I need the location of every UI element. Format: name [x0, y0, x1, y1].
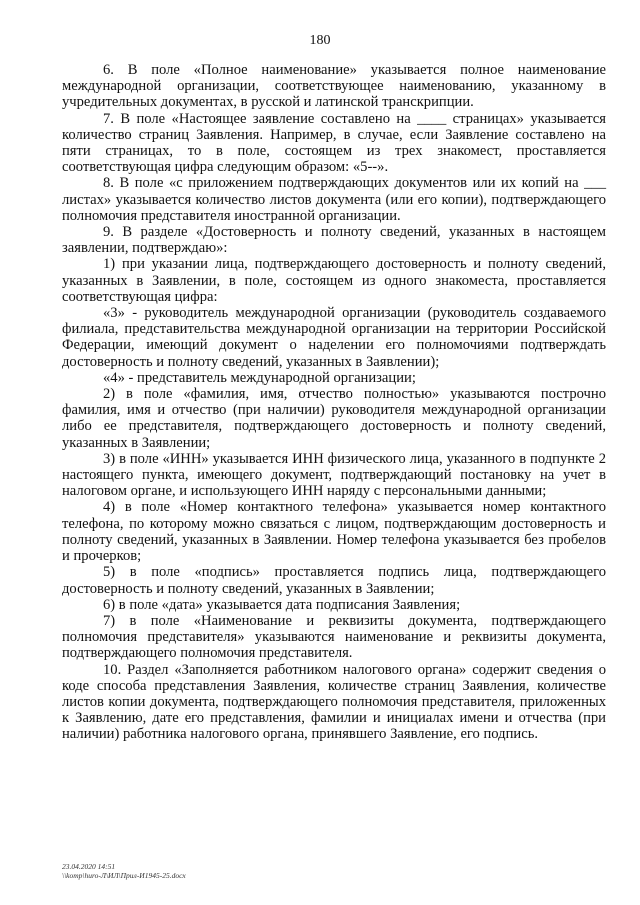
footer-date: 23.04.2020 14:51 — [62, 862, 116, 871]
paragraph: 8. В поле «с приложением подтверждающих документов или их копий на ___ листах» указывается количество листов документа (или его копии), подтверждающего полномочия представителя иностранной организации. — [62, 175, 606, 224]
page-number: 180 — [309, 33, 331, 48]
document-footer — [62, 862, 186, 880]
paragraph: «4» - представитель международной организации; — [103, 369, 416, 386]
document-body — [62, 62, 606, 743]
paragraph: 2) в поле «фамилия, имя, отчество полностью» указываются построчно фамилия, имя и отчество (при наличии) руководителя международной организации либо ее представителя, подтверждающего достоверность и полноту сведений, указанных в Заявлении; — [62, 386, 606, 451]
paragraph: 5) в поле «подпись» проставляется подпись лица, подтверждающего достоверность и полноту сведений, указанных в Заявлении; — [62, 564, 606, 597]
footer-file-path: \\komp\huro-Л\ИЛ\Прил-И1945-25.docx — [62, 871, 186, 880]
paragraph: 4) в поле «Номер контактного телефона» указывается номер контактного телефона, по которому можно связаться с лицом, подтверждающим достоверность и полноту сведений, указанных в Заявлении. Номер телефона указывается без пробелов и прочерков; — [62, 499, 606, 565]
paragraph: 1) при указании лица, подтверждающего достоверность и полноту сведений, указанных в Заявлении, в поле, состоящем из одного знакоместа, проставляется соответствующая цифра: — [62, 256, 606, 305]
paragraph: 3) в поле «ИНН» указывается ИНН физического лица, указанного в подпункте 2 настоящего пункта, имеющего документ, подтверждающий постановку на учет в налоговом органе, и использующего ИНН наряду с персональными данными; — [62, 450, 606, 500]
paragraph: 6) в поле «дата» указывается дата подписания Заявления; — [103, 596, 461, 613]
paragraph: 7) в поле «Наименование и реквизиты документа, подтверждающего полномочия представителя» указываются наименование и реквизиты документа, подтверждающего полномочия представителя. — [62, 612, 606, 662]
paragraph: «3» - руководитель международной организации (руководитель создаваемого филиала, представительства международной организации на территории Российской Федерации, имеющий документ о наделении его полномочиями подтверждать достоверность и полноту сведений, указанных в Заявлении); — [62, 305, 606, 370]
paragraph: 10. Раздел «Заполняется работником налогового органа» содержит сведения о коде способа представления Заявления, количестве страниц Заявления, количестве листов копии документа, подтверждающего полномочия представителя, приложенных к Заявлению, дате его представления, фамилии и инициалах имени и отчества (при наличии) работника налогового органа, принявшего Заявление, его подпись. — [62, 661, 606, 743]
paragraph: 6. В поле «Полное наименование» указывается полное наименование международной организации, соответствующее наименованию, указанному в учредительных документах, в русской и латинской транскрипции. — [62, 62, 606, 111]
paragraph: 9. В разделе «Достоверность и полноту сведений, указанных в настоящем заявлении, подтверждаю»: — [62, 224, 606, 257]
paragraph: 7. В поле «Настоящее заявление составлено на ____ страницах» указывается количество страниц Заявления. Например, в случае, если Заявление составлено на пяти страницах, то в поле, состоящем из трех знакомест, проставляется соответствующая цифра следующим образом: «5--». — [62, 110, 606, 176]
